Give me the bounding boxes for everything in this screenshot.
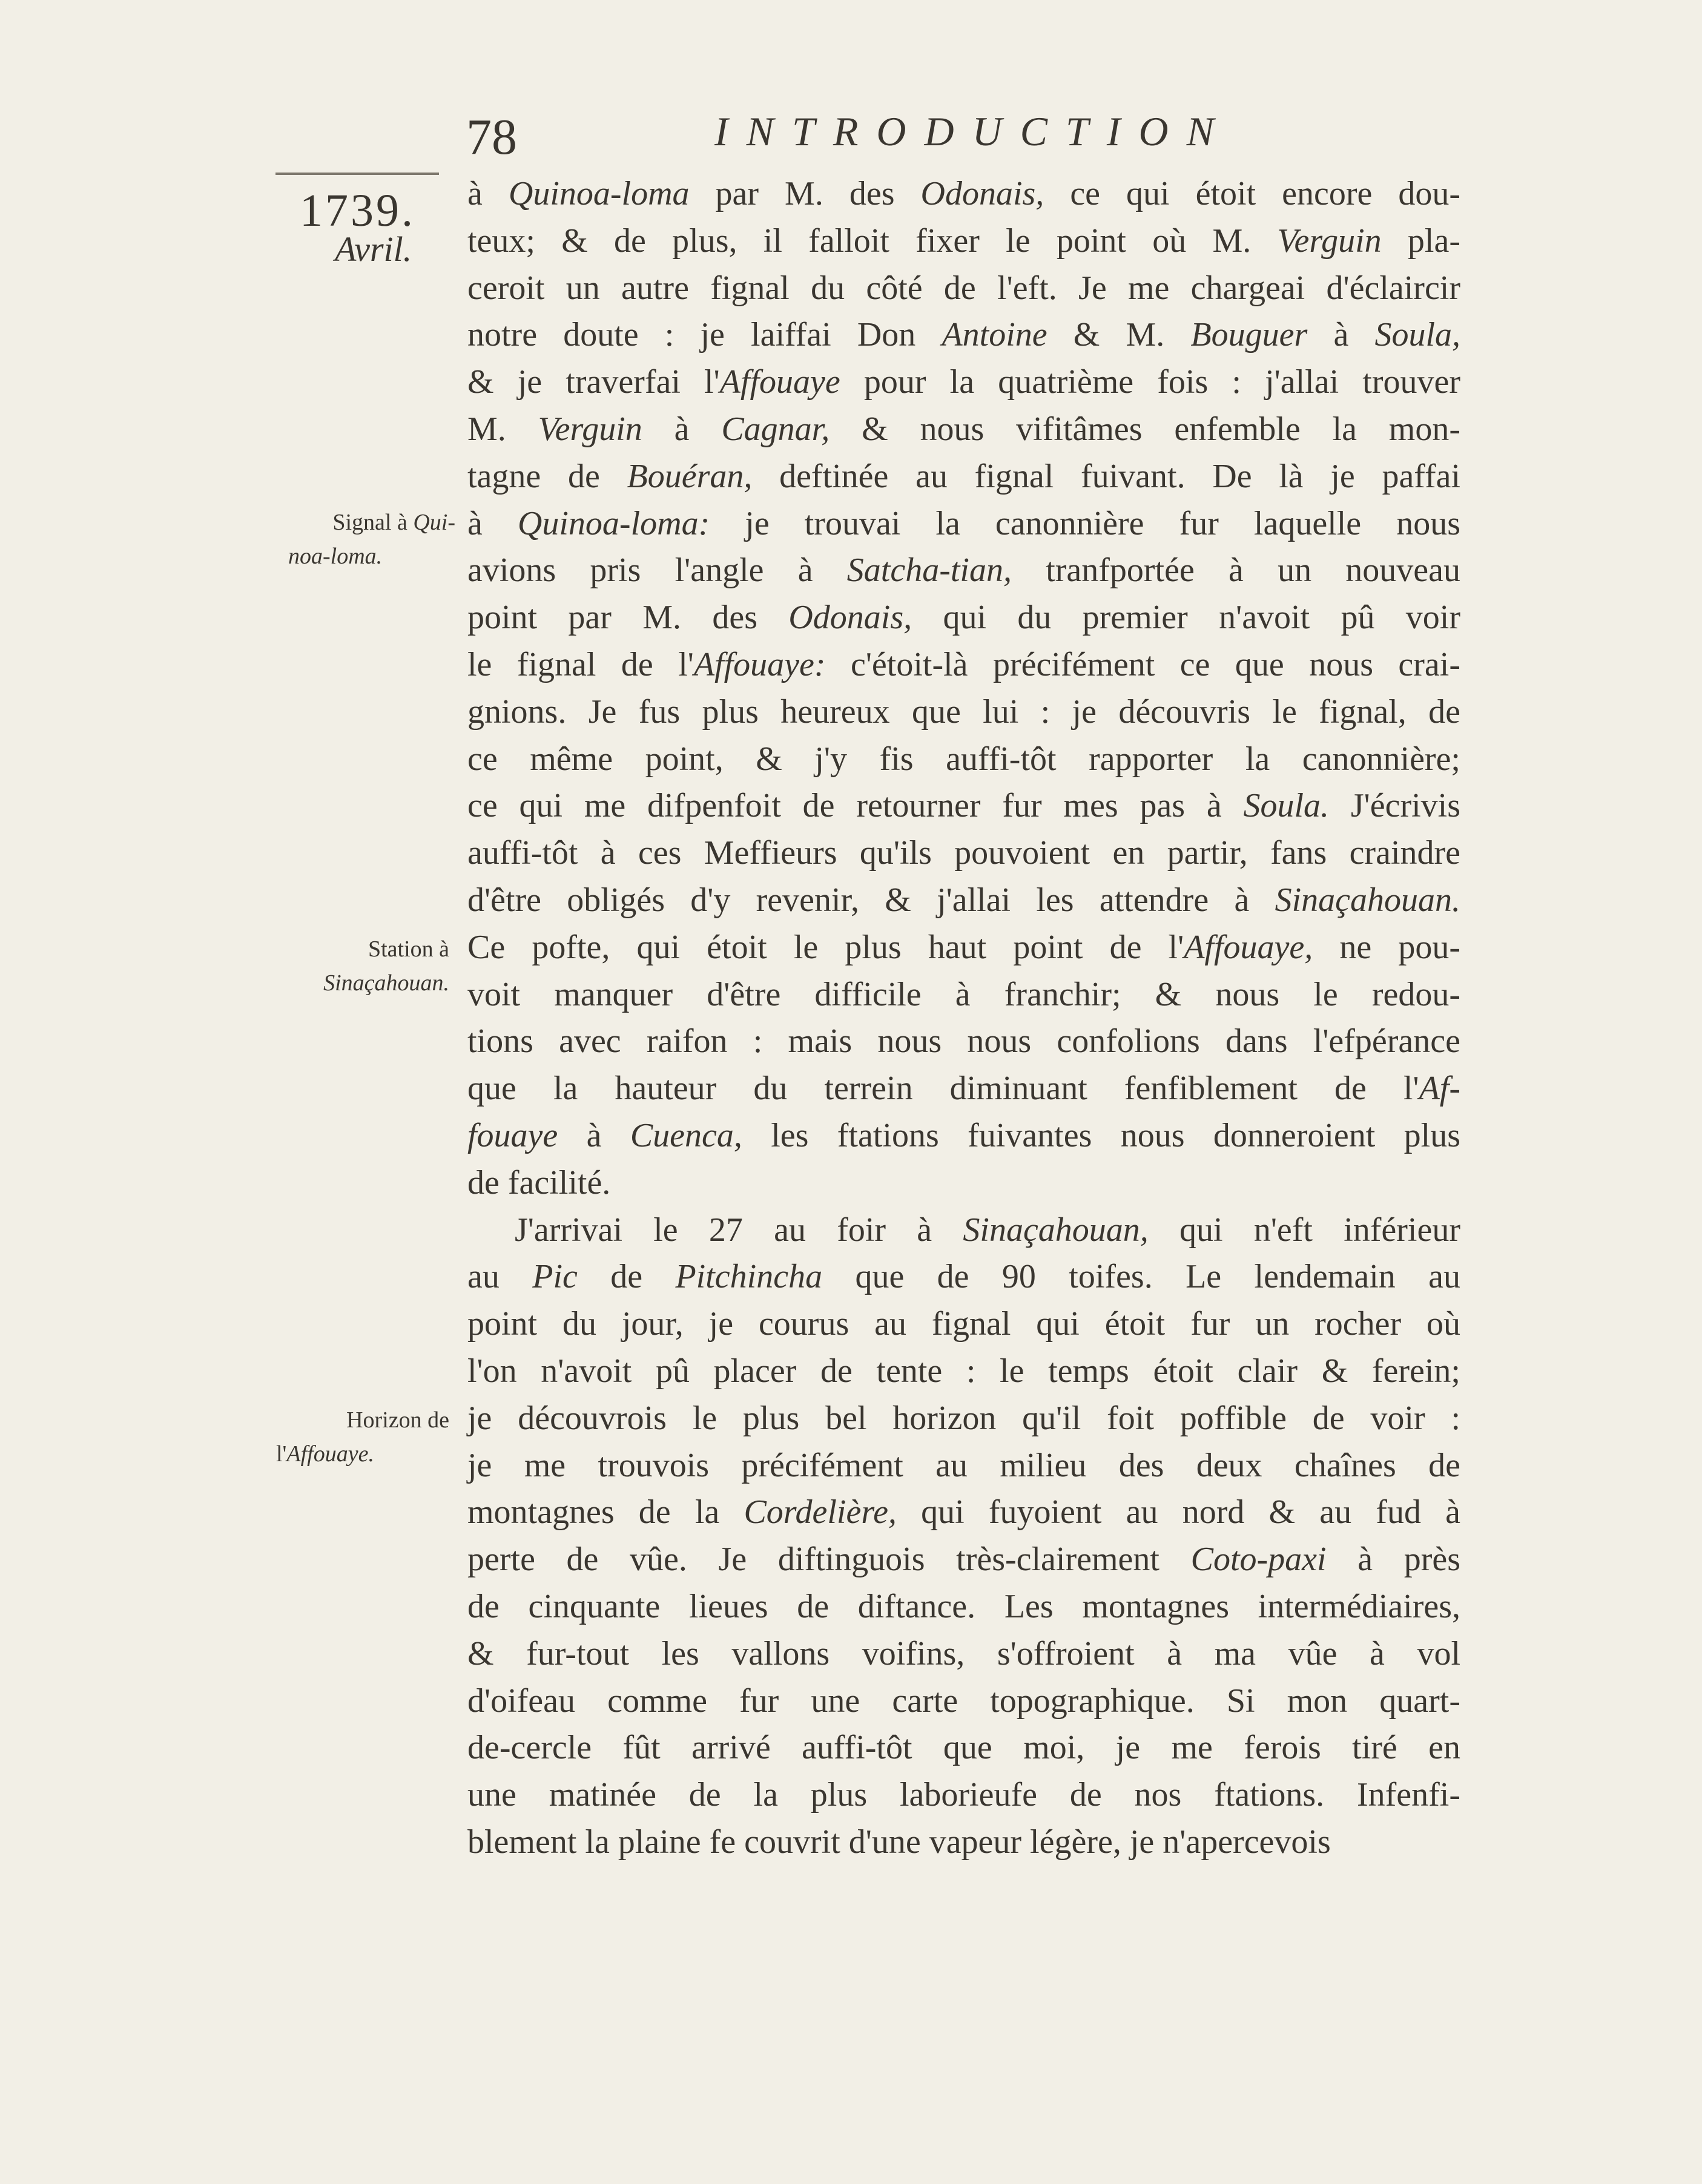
text-line [467,1678,1460,1725]
text-run: ne pou- [1313,928,1460,966]
text-run: point du jour, je courus au fignal qui étoit fur un rocher où [467,1305,1460,1343]
text-line [467,1584,1460,1631]
italic-run: Quinoa-loma [508,175,690,212]
text-run: le fignal de l' [467,645,694,683]
text-run: & fur-tout les vallons voifins, s'offroient à ma vûe à vol [467,1634,1460,1673]
text-run: que de 90 toifes. Le lendemain au [822,1258,1460,1296]
text-line [467,972,1460,1019]
text-run: ce qui me difpenfoit de retourner fur mes pas à [467,787,1244,825]
marginal-line: l'Affouaye. [276,1441,374,1467]
text-run: notre doute : je laiffai Don [467,316,942,354]
text-line [467,265,1460,312]
marginal-line: Signal à Qui- [332,510,455,535]
text-line [467,1348,1460,1395]
text-run: voit manquer d'être difficile à franchir; & nous le redou- [467,975,1460,1013]
text-line [467,1442,1460,1490]
text-line [467,877,1460,924]
italic-run: Cordelière, [744,1493,897,1531]
text-line [467,1536,1460,1584]
text-run: je découvrois le plus bel horizon qu'il foit poffible de voir : [467,1399,1460,1437]
text-run: par M. des [689,175,921,212]
text-run: montagnes de la [467,1493,744,1531]
marginal-note-station [291,932,449,1000]
text-run: au [467,1258,533,1296]
margin-rule [275,173,439,175]
italic-run: Quinoa-loma: [517,504,710,542]
text-line [467,453,1460,501]
text-run: pour la quatrième fois : j'allai trouver [840,363,1460,401]
paragraph [467,171,1460,1207]
text-run: & je traverfai l' [467,363,720,401]
italic-run: fouaye [467,1116,558,1154]
italic-run: Soula. [1243,787,1330,825]
text-run: que la hauteur du terrein diminuant fenfiblement de l' [467,1070,1419,1108]
page-header [466,108,1459,174]
text-run: deftinée au fignal fuivant. De là je paffai [752,457,1461,495]
text-run: blement la plaine fe couvrit d'une vapeur légère, je n'apercevois [467,1823,1331,1861]
text-run: les ftations fuivantes nous donneroient plus [742,1116,1460,1154]
text-run: qui n'eft inférieur [1148,1211,1460,1249]
text-run: J'arrivai le 27 au foir à [515,1211,963,1249]
text-line [467,594,1460,642]
text-run: ce qui étoit encore dou- [1044,175,1461,212]
text-run: J'écrivis [1329,787,1461,825]
body-text [467,171,1460,1866]
marginal-note-horizon [266,1403,449,1471]
text-line [467,783,1460,830]
text-line [467,830,1460,877]
italic-run: Soula, [1374,316,1461,354]
text-line [467,642,1460,689]
italic-run: Affouaye [719,363,840,401]
text-line [467,171,1460,218]
italic-run: Affouaye: [693,645,826,683]
text-run: d'oifeau comme fur une carte topographique. Si mon quart- [467,1682,1460,1720]
text-line [467,1160,1460,1207]
text-run: à [467,504,518,542]
text-run: de facilité. [467,1163,611,1202]
text-line [467,1113,1460,1160]
italic-run: Antoine [942,316,1047,354]
text-run: à [1307,316,1375,354]
text-line [467,312,1460,359]
text-line [467,1301,1460,1348]
text-line [467,406,1460,453]
marginal-line: Sinaçahouan. [323,970,449,996]
italic-run: Bouguer [1190,316,1308,354]
page-number: 78 [466,109,517,165]
italic-run: Verguin [538,410,642,448]
text-line [467,689,1460,736]
text-run: avions pris l'angle à [467,551,847,590]
paragraph [467,1207,1460,1866]
text-run: tagne de [467,457,627,495]
text-run: point par M. des [467,599,789,637]
text-run: je me trouvois précifément au milieu des deux chaînes de [467,1446,1460,1484]
text-run: M. [467,410,538,448]
italic-run: Pitchincha [675,1258,823,1296]
marginal-line: Horizon de [346,1407,449,1433]
italic-run: Sinaçahouan, [963,1211,1149,1249]
text-run: Ce pofte, qui étoit le plus haut point de l' [467,928,1184,966]
text-run: tranfportée à un nouveau [1011,551,1460,590]
italic-run: Verguin [1277,222,1382,260]
text-run: tions avec raifon : mais nous nous confolions dans l'efpérance [467,1022,1460,1061]
text-run: teux; & de plus, il falloit fixer le point où M. [467,222,1278,260]
text-line [467,1207,1460,1254]
marginal-note-signal [285,505,455,573]
italic-run: Pic [532,1258,578,1296]
running-title: INTRODUCTION [714,108,1232,154]
text-run: de [577,1258,676,1296]
text-run: à [467,175,509,212]
text-run: je trouvai la canonnière fur laquelle nous [710,504,1460,542]
marginal-line: Station à [368,936,449,962]
text-line [467,924,1460,972]
text-run: à près [1326,1541,1461,1579]
text-run: perte de vûe. Je diftinguois très-clairement [467,1541,1191,1579]
margin-date-month: Avril. [335,229,412,269]
text-run: de-cercle fût arrivé auffi-tôt que moi, je me ferois tiré en [467,1729,1460,1767]
text-line [467,1725,1460,1772]
marginal-line: noa-loma. [288,544,383,569]
text-run: d'être obligés d'y revenir, & j'allai les attendre à [467,881,1275,919]
text-run: l'on n'avoit pû placer de tente : le temps étoit clair & ferein; [467,1352,1460,1390]
italic-run: Cuenca, [630,1116,742,1154]
text-run: une matinée de la plus laborieufe de nos ftations. Infenfi- [467,1776,1460,1814]
text-run: & nous vifitâmes enfemble la mon- [830,410,1460,448]
text-line [467,1065,1460,1113]
text-line [467,359,1460,406]
text-run: & M. [1047,316,1191,354]
text-run: à [558,1116,630,1154]
text-run: pla- [1381,222,1460,260]
text-run: ceroit un autre fignal du côté de l'eft. Je me chargeai d'éclaircir [467,269,1460,307]
italic-run: Satcha-tian, [846,551,1012,590]
italic-run: Affouaye, [1184,928,1313,966]
text-run: qui fuyoient au nord & au fud à [896,1493,1461,1531]
italic-run: Odonais, [920,175,1044,212]
text-line [467,501,1460,548]
text-line [467,1819,1460,1866]
text-run: c'étoit-là précifément ce que nous crai- [825,645,1460,683]
text-line [467,218,1460,265]
text-run: à [642,410,722,448]
italic-run: Odonais, [788,599,912,637]
text-line [467,1018,1460,1065]
text-line [467,1772,1460,1819]
text-line [467,547,1460,594]
italic-run: Cagnar, [721,410,830,448]
italic-run: Bouéran, [627,457,753,495]
italic-run: Coto-paxi [1190,1541,1327,1579]
text-line [467,1631,1460,1678]
text-run: de cinquante lieues de diftance. Les montagnes intermédiaires, [467,1587,1460,1625]
text-run: qui du premier n'avoit pû voir [912,599,1461,637]
italic-run: Af- [1419,1070,1460,1108]
text-line [467,736,1460,783]
text-run: auffi-tôt à ces Meffieurs qu'ils pouvoient en partir, fans craindre [467,834,1460,872]
italic-run: Sinaçahouan. [1275,881,1460,919]
text-line [467,1489,1460,1536]
text-run: gnions. Je fus plus heureux que lui : je découvris le fignal, de [467,692,1460,731]
text-line [467,1254,1460,1301]
margin-date-year: 1739. [300,185,415,236]
text-line [467,1395,1460,1442]
text-run: ce même point, & j'y fis auffi-tôt rapporter la canonnière; [467,740,1460,778]
